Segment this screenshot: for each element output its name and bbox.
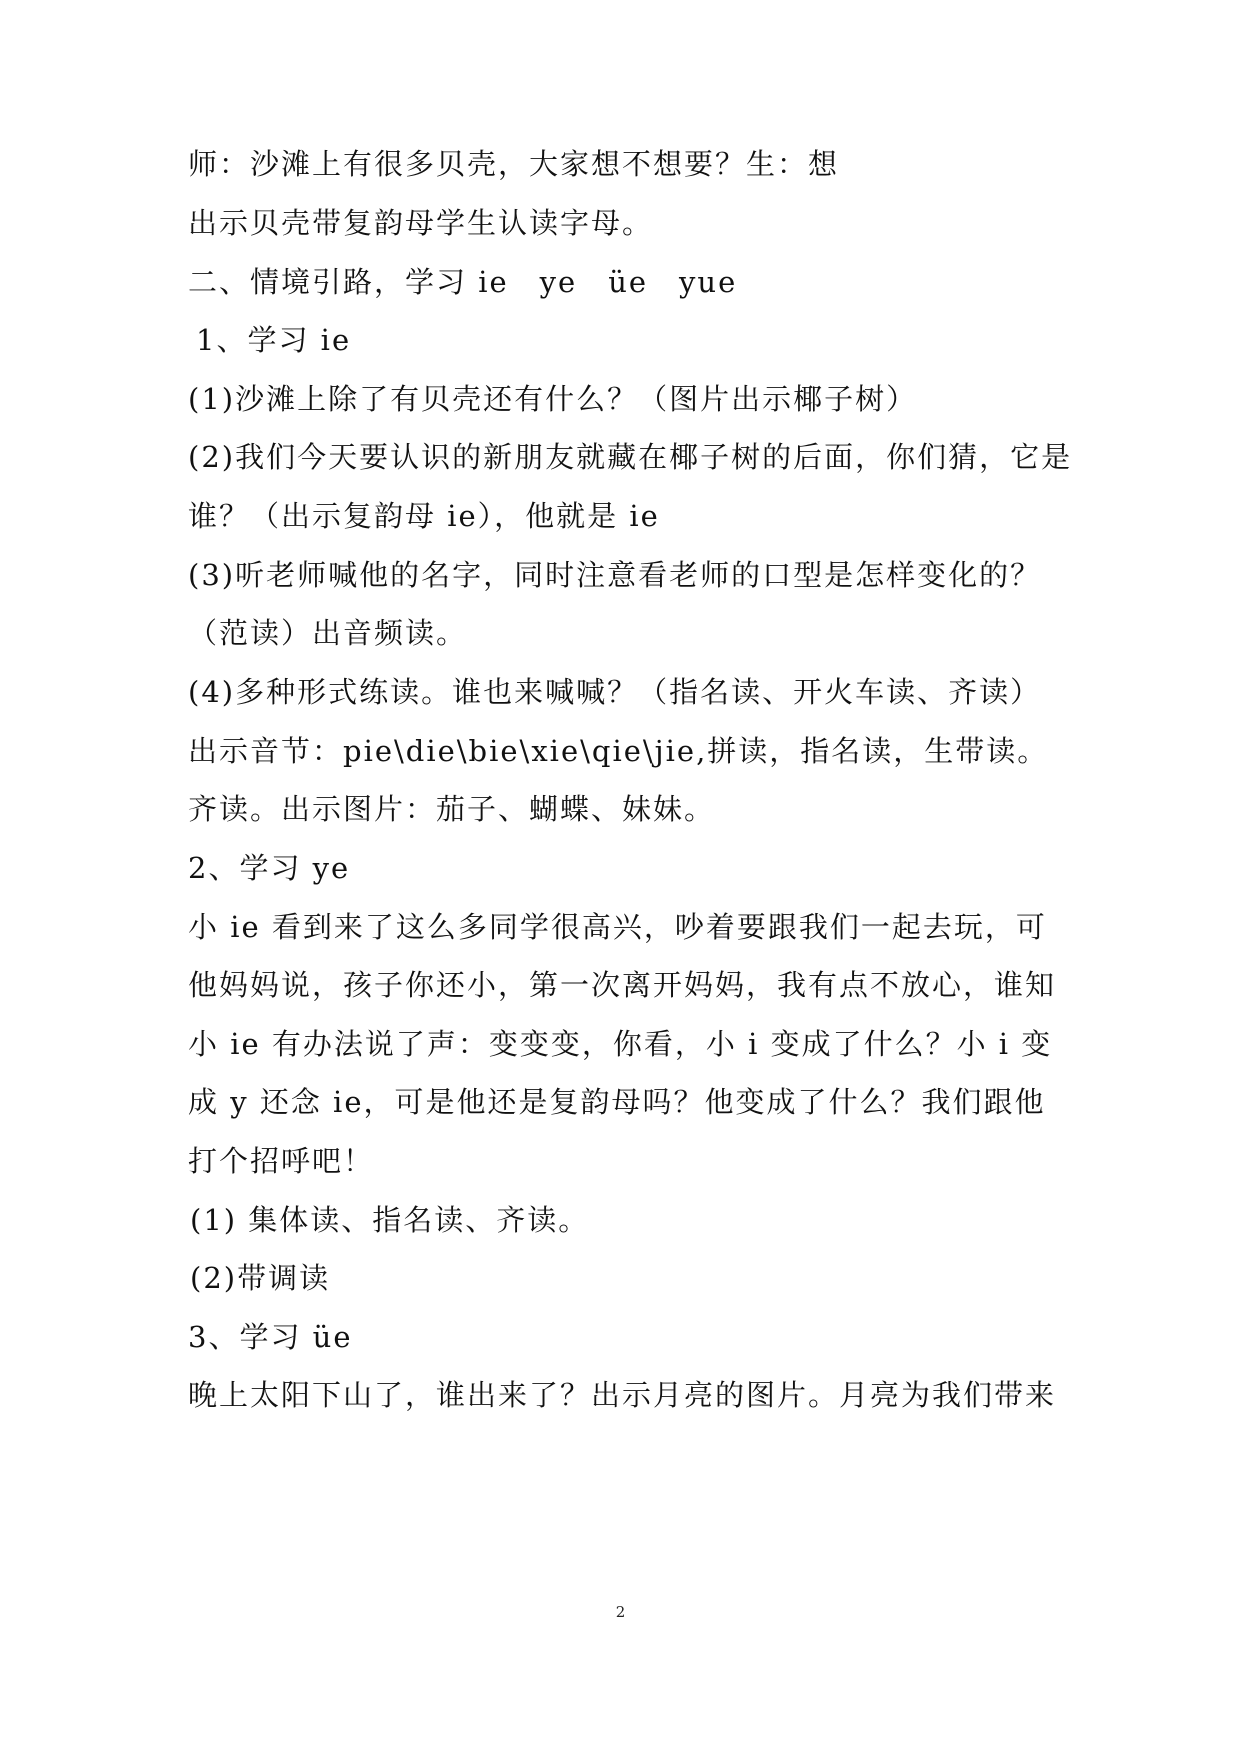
text-line: 出示音节：pie\die\bie\xie\qie\jie,拼读，指名读，生带读。 — [188, 734, 1049, 768]
text-line: （范读）出音频读。 — [188, 616, 468, 650]
section-heading: 二、情境引路，学习 ie ye üe yue — [188, 265, 738, 299]
subsection-heading: 1、学习 ie — [196, 323, 352, 357]
text-line: (2)我们今天要认识的新朋友就藏在椰子树的后面，你们猜，它是 — [188, 440, 1073, 474]
text-line: 成 y 还念 ie，可是他还是复韵母吗？他变成了什么？我们跟他 — [188, 1085, 1046, 1119]
text-line: 齐读。出示图片：茄子、蝴蝶、妹妹。 — [188, 792, 716, 826]
page-number: 2 — [615, 1603, 626, 1621]
text-line: (1)沙滩上除了有贝壳还有什么？（图片出示椰子树） — [188, 382, 918, 416]
subsection-heading: 2、学习 ye — [188, 851, 351, 885]
text-line: 打个招呼吧！ — [188, 1144, 375, 1178]
text-line: 出示贝壳带复韵母学生认读字母。 — [188, 206, 654, 240]
subsection-heading: 3、学习 üe — [188, 1320, 353, 1354]
text-line: 晚上太阳下山了，谁出来了？出示月亮的图片。月亮为我们带来 — [188, 1378, 1057, 1412]
text-line: (2)带调读 — [190, 1261, 331, 1295]
text-line: 小 ie 看到来了这么多同学很高兴，吵着要跟我们一起去玩，可 — [188, 910, 1047, 944]
text-line: (3)听老师喊他的名字，同时注意看老师的口型是怎样变化的？ — [188, 558, 1042, 592]
text-line: 师：沙滩上有很多贝壳，大家想不想要？生：想 — [188, 147, 840, 181]
text-line: (4)多种形式练读。谁也来喊喊？（指名读、开火车读、齐读） — [188, 675, 1042, 709]
text-line: (1) 集体读、指名读、齐读。 — [190, 1203, 590, 1237]
text-line: 小 ie 有办法说了声：变变变，你看，小 i 变成了什么？小 i 变 — [188, 1027, 1053, 1061]
text-line: 谁？（出示复韵母 ie），他就是 ie — [188, 499, 660, 533]
text-line: 他妈妈说，孩子你还小，第一次离开妈妈，我有点不放心，谁知 — [188, 968, 1057, 1002]
